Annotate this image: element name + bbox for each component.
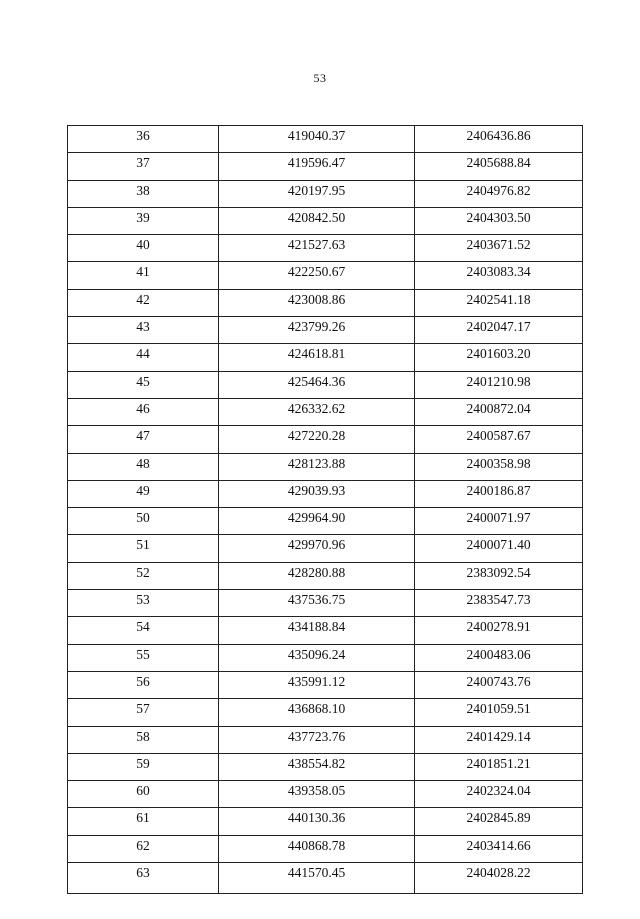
point-id-cell-text: 56 [136,673,150,689]
point-id-cell-text: 51 [136,537,150,553]
x-coordinate-cell [219,562,415,589]
y-coordinate-cell [415,535,583,562]
y-coordinate-cell [415,835,583,862]
y-coordinate-cell-text: 2405688.84 [466,155,531,171]
y-coordinate-cell-text: 2400186.87 [466,482,531,498]
table-row [68,289,583,316]
point-id-cell-text: 55 [136,646,150,662]
table-row [68,126,583,153]
point-id-cell-text: 42 [136,291,150,307]
x-coordinate-cell-text: 429039.93 [287,482,346,498]
y-coordinate-cell [415,153,583,180]
x-coordinate-cell-text: 434188.84 [287,619,346,635]
y-coordinate-cell-text: 2383092.54 [466,564,531,580]
point-id-cell [68,671,219,698]
x-coordinate-cell-text: 437723.76 [287,728,346,744]
y-coordinate-cell [415,207,583,234]
y-coordinate-cell-text: 2401603.20 [466,346,531,362]
table-row [68,453,583,480]
y-coordinate-cell-text: 2383547.73 [466,592,531,608]
x-coordinate-cell-text: 420197.95 [287,182,346,198]
point-id-cell [68,426,219,453]
x-coordinate-cell [219,671,415,698]
y-coordinate-cell [415,371,583,398]
x-coordinate-cell [219,699,415,726]
y-coordinate-cell [415,426,583,453]
coordinate-table-body [68,126,583,894]
x-coordinate-cell [219,262,415,289]
point-id-cell [68,207,219,234]
y-coordinate-cell [415,398,583,425]
point-id-cell [68,590,219,617]
point-id-cell [68,371,219,398]
table-row [68,262,583,289]
point-id-cell-text: 60 [136,783,150,799]
table-row [68,317,583,344]
x-coordinate-cell-text: 423008.86 [287,291,346,307]
x-coordinate-cell [219,289,415,316]
x-coordinate-cell-text: 426332.62 [287,400,346,416]
x-coordinate-cell-text: 440130.36 [287,810,346,826]
x-coordinate-cell [219,835,415,862]
x-coordinate-cell-text: 435096.24 [287,646,346,662]
point-id-cell [68,508,219,535]
point-id-cell [68,262,219,289]
table-row [68,726,583,753]
table-row [68,644,583,671]
table-row [68,398,583,425]
y-coordinate-cell-text: 2400071.97 [466,510,531,526]
x-coordinate-cell [219,317,415,344]
point-id-cell [68,126,219,153]
y-coordinate-cell-text: 2404028.22 [466,865,531,881]
point-id-cell [68,480,219,507]
point-id-cell-text: 49 [136,482,150,498]
x-coordinate-cell [219,371,415,398]
y-coordinate-cell-text: 2401429.14 [466,728,531,744]
y-coordinate-cell [415,644,583,671]
table-row [68,480,583,507]
x-coordinate-cell-text: 441570.45 [287,865,346,881]
point-id-cell-text: 36 [136,128,150,143]
table-row [68,426,583,453]
table-row [68,590,583,617]
coordinate-table [67,125,583,894]
y-coordinate-cell-text: 2400071.40 [466,537,531,553]
table-row [68,535,583,562]
point-id-cell [68,781,219,808]
y-coordinate-cell-text: 2404303.50 [466,209,531,225]
point-id-cell-text: 40 [136,237,150,253]
table-row [68,699,583,726]
x-coordinate-cell-text: 429964.90 [287,510,346,526]
point-id-cell [68,699,219,726]
table-row [68,153,583,180]
x-coordinate-cell [219,753,415,780]
x-coordinate-cell-text: 435991.12 [287,673,346,689]
point-id-cell [68,535,219,562]
y-coordinate-cell [415,562,583,589]
table-row [68,344,583,371]
point-id-cell [68,398,219,425]
x-coordinate-cell [219,344,415,371]
x-coordinate-cell-text: 428280.88 [287,564,346,580]
x-coordinate-cell-text: 420842.50 [287,209,346,225]
y-coordinate-cell [415,289,583,316]
point-id-cell [68,344,219,371]
point-id-cell [68,753,219,780]
y-coordinate-cell-text: 2401851.21 [466,755,531,771]
y-coordinate-cell [415,180,583,207]
point-id-cell-text: 57 [136,701,150,717]
point-id-cell [68,726,219,753]
point-id-cell [68,863,219,894]
table-row [68,207,583,234]
y-coordinate-cell [415,617,583,644]
x-coordinate-cell [219,180,415,207]
table-row [68,235,583,262]
point-id-cell [68,617,219,644]
x-coordinate-cell [219,535,415,562]
x-coordinate-cell-text: 425464.36 [287,373,346,389]
point-id-cell [68,317,219,344]
y-coordinate-cell-text: 2403414.66 [466,837,531,853]
y-coordinate-cell-text: 2404976.82 [466,182,531,198]
y-coordinate-cell [415,480,583,507]
x-coordinate-cell-text: 440868.78 [287,837,346,853]
x-coordinate-cell [219,480,415,507]
x-coordinate-cell [219,617,415,644]
x-coordinate-cell [219,590,415,617]
table-row [68,180,583,207]
point-id-cell [68,235,219,262]
x-coordinate-cell [219,153,415,180]
y-coordinate-cell-text: 2400483.06 [466,646,531,662]
y-coordinate-cell [415,590,583,617]
x-coordinate-cell [219,207,415,234]
table-row [68,617,583,644]
table-row [68,371,583,398]
point-id-cell-text: 43 [136,319,150,335]
x-coordinate-cell-text: 419596.47 [287,155,346,171]
x-coordinate-cell [219,726,415,753]
x-coordinate-cell-text: 427220.28 [287,428,346,444]
table-row [68,753,583,780]
x-coordinate-cell [219,644,415,671]
point-id-cell [68,808,219,835]
point-id-cell-text: 47 [136,428,150,444]
point-id-cell [68,153,219,180]
x-coordinate-cell-text: 429970.96 [287,537,346,553]
y-coordinate-cell-text: 2403671.52 [466,237,531,253]
y-coordinate-cell [415,317,583,344]
x-coordinate-cell-text: 437536.75 [287,592,346,608]
y-coordinate-cell-text: 2400743.76 [466,673,531,689]
point-id-cell-text: 53 [136,592,150,608]
x-coordinate-cell [219,398,415,425]
table-row [68,808,583,835]
point-id-cell [68,453,219,480]
point-id-cell-text: 38 [136,182,150,198]
y-coordinate-cell-text: 2400587.67 [466,428,531,444]
point-id-cell-text: 50 [136,510,150,526]
table-row [68,781,583,808]
y-coordinate-cell [415,808,583,835]
y-coordinate-cell-text: 2403083.34 [466,264,531,280]
y-coordinate-cell [415,863,583,894]
y-coordinate-cell [415,453,583,480]
x-coordinate-cell-text: 428123.88 [287,455,346,471]
y-coordinate-cell-text: 2401210.98 [466,373,531,389]
table-row [68,835,583,862]
table-row [68,562,583,589]
point-id-cell-text: 59 [136,755,150,771]
y-coordinate-cell-text: 2400278.91 [466,619,531,635]
point-id-cell-text: 44 [136,346,150,362]
y-coordinate-cell [415,726,583,753]
y-coordinate-cell-text: 2402324.04 [466,783,531,799]
point-id-cell [68,562,219,589]
x-coordinate-cell [219,126,415,153]
x-coordinate-cell-text: 421527.63 [287,237,346,253]
y-coordinate-cell [415,344,583,371]
point-id-cell [68,644,219,671]
x-coordinate-cell-text: 438554.82 [287,755,346,771]
y-coordinate-cell-text: 2402047.17 [466,319,531,335]
point-id-cell [68,289,219,316]
x-coordinate-cell-text: 419040.37 [287,128,346,143]
x-coordinate-cell-text: 436868.10 [287,701,346,717]
x-coordinate-cell-text: 424618.81 [287,346,346,362]
y-coordinate-cell [415,262,583,289]
point-id-cell-text: 54 [136,619,150,635]
point-id-cell-text: 46 [136,400,150,416]
point-id-cell-text: 41 [136,264,150,280]
table-row [68,863,583,894]
point-id-cell-text: 61 [136,810,150,826]
y-coordinate-cell [415,671,583,698]
x-coordinate-cell [219,453,415,480]
y-coordinate-cell-text: 2402845.89 [466,810,531,826]
y-coordinate-cell-text: 2400358.98 [466,455,531,471]
x-coordinate-cell [219,426,415,453]
y-coordinate-cell-text: 2400872.04 [466,400,531,416]
x-coordinate-cell-text: 423799.26 [287,319,346,335]
x-coordinate-cell [219,781,415,808]
y-coordinate-cell-text: 2406436.86 [466,128,531,143]
point-id-cell [68,835,219,862]
x-coordinate-cell [219,863,415,894]
point-id-cell-text: 39 [136,209,150,225]
point-id-cell-text: 37 [136,155,150,171]
y-coordinate-cell [415,699,583,726]
x-coordinate-cell [219,508,415,535]
point-id-cell-text: 62 [136,837,150,853]
y-coordinate-cell [415,126,583,153]
y-coordinate-cell [415,235,583,262]
point-id-cell [68,180,219,207]
y-coordinate-cell [415,781,583,808]
y-coordinate-cell [415,508,583,535]
point-id-cell-text: 45 [136,373,150,389]
x-coordinate-cell [219,808,415,835]
y-coordinate-cell-text: 2402541.18 [466,291,531,307]
y-coordinate-cell-text: 2401059.51 [466,701,531,717]
point-id-cell-text: 48 [136,455,150,471]
y-coordinate-cell [415,753,583,780]
point-id-cell-text: 63 [136,865,150,881]
page-number: 53 [313,71,327,85]
point-id-cell-text: 52 [136,564,150,580]
x-coordinate-cell-text: 439358.05 [287,783,346,799]
x-coordinate-cell [219,235,415,262]
table-row [68,508,583,535]
table-row [68,671,583,698]
point-id-cell-text: 58 [136,728,150,744]
x-coordinate-cell-text: 422250.67 [287,264,346,280]
